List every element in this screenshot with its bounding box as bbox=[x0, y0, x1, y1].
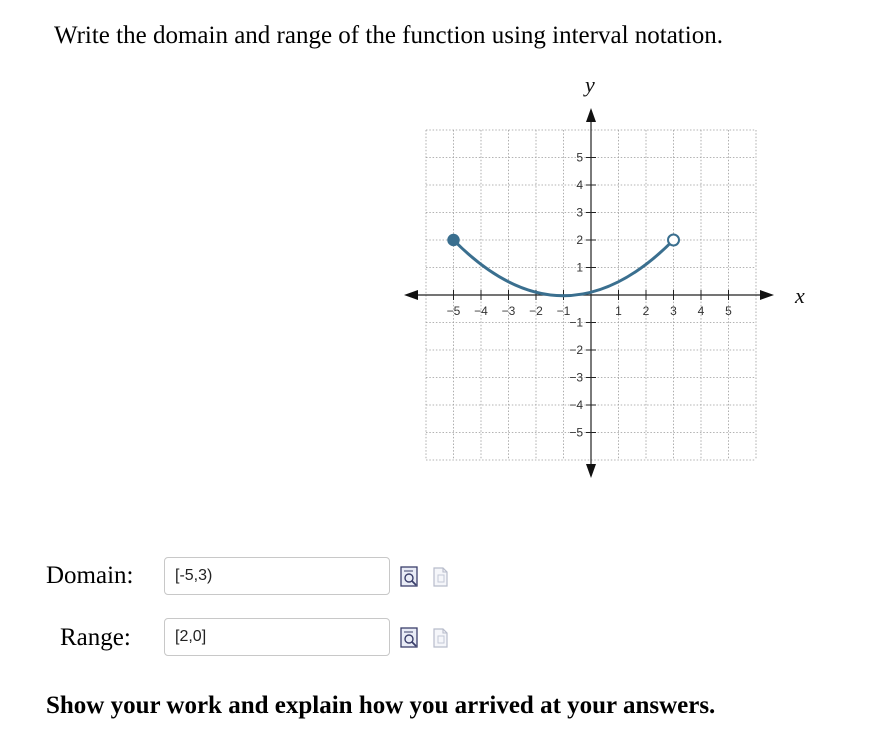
y-tick-label: −2 bbox=[569, 343, 583, 357]
y-axis-label: y bbox=[585, 72, 595, 97]
domain-input[interactable] bbox=[164, 557, 390, 595]
x-tick-label: −1 bbox=[556, 304, 571, 318]
y-tick-label: 3 bbox=[576, 205, 583, 220]
x-tick-label: 1 bbox=[615, 304, 622, 318]
domain-label: Domain: bbox=[46, 562, 134, 589]
preview-icon[interactable] bbox=[400, 566, 420, 588]
x-axis-label: x bbox=[795, 283, 805, 308]
y-axis-arrow-down bbox=[586, 464, 596, 478]
y-tick-label: −5 bbox=[569, 425, 583, 440]
x-axis-arrow-right bbox=[760, 290, 774, 300]
x-tick-label: −5 bbox=[446, 304, 461, 318]
paste-icon[interactable] bbox=[431, 566, 451, 588]
x-tick-label: −3 bbox=[501, 304, 516, 318]
x-tick-label: 5 bbox=[725, 304, 732, 318]
y-tick-label: −1 bbox=[569, 315, 583, 330]
instructions-text: Show your work and explain how you arrived at your answers. bbox=[46, 692, 716, 719]
x-tick-label: 2 bbox=[642, 304, 650, 318]
range-input[interactable] bbox=[164, 618, 390, 656]
y-tick-label: 1 bbox=[576, 260, 583, 275]
x-tick-label: −2 bbox=[529, 304, 543, 318]
y-tick-label: −3 bbox=[569, 370, 583, 385]
range-label: Range: bbox=[60, 624, 131, 651]
y-tick-label: 5 bbox=[576, 150, 583, 165]
y-tick-label: −4 bbox=[569, 398, 583, 412]
question-text: Write the domain and range of the function using interval notation. bbox=[54, 22, 723, 49]
y-tick-label: 2 bbox=[576, 233, 583, 247]
closed-endpoint bbox=[448, 235, 459, 246]
x-tick-label: 4 bbox=[697, 304, 705, 318]
preview-icon[interactable] bbox=[400, 627, 420, 649]
y-axis-arrow-up bbox=[586, 108, 596, 122]
open-endpoint bbox=[668, 235, 679, 246]
paste-icon[interactable] bbox=[431, 627, 451, 649]
function-graph bbox=[396, 70, 816, 490]
x-tick-label: −4 bbox=[474, 304, 488, 318]
x-tick-label: 3 bbox=[670, 304, 677, 318]
y-tick-label: 4 bbox=[576, 178, 583, 192]
function-curve bbox=[454, 240, 674, 296]
graph-svg bbox=[396, 70, 816, 490]
x-axis-arrow-left bbox=[404, 290, 418, 300]
